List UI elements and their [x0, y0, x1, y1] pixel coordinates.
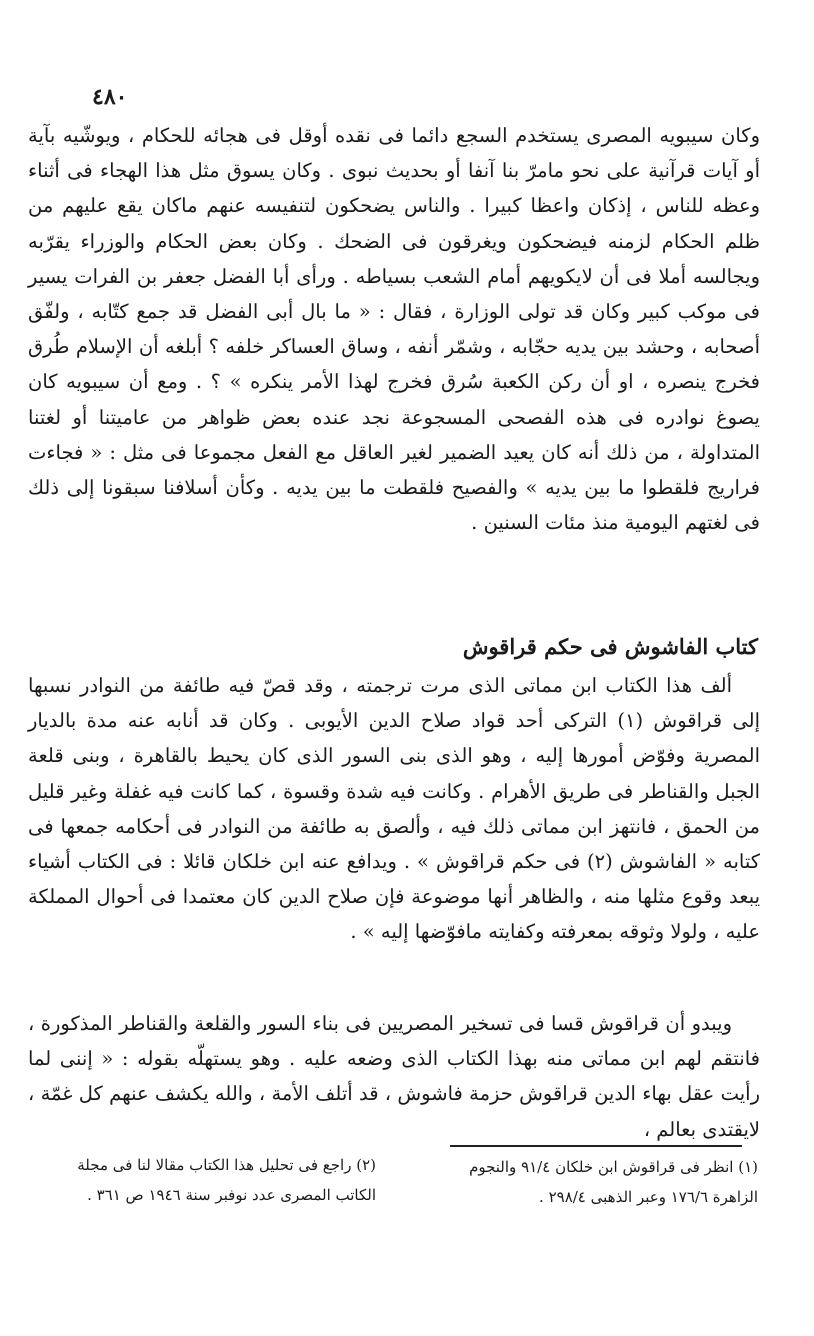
paragraph-sibawayh: وكان سيبويه المصرى يستخدم السجع دائما فى نقده أوقل فى هجائه للحكام ، ويوشّيه بآية أو آيات قرآنية على نحو مامرّ بنا آنفا أو بحديث نبوى . وكان يسوق مثل هذا الهجاء فى أثناء وعظه للناس ، إذكان واعظا كبيرا . والناس يضحكون لتنفيسه عنهم ماكان يقع عليهم من ظلم الحكام لزمنه فيضحكون ويغرقون فى الضحك . وكان بعض الحكام والوزراء يقرّبه ويجالسه أملا فى أن لايكويهم أمام الشعب بسياطه . ورأى أبا الفضل جعفر بن الفرات يسير فى موكب كبير وكان قد تولى الوزارة ، فقال : « ما بال أبى الفضل قد جمع كتّابه ، ولفّق أصحابه ، وحشد بين يديه حجّابه ، وشمّر أنفه ، وساق العساكر خلفه ؟ أبلغه أن الإسلام طُرق فخرج ينصره ، او أن ركن الكعبة سُرق فخرج لهذا الأمر ينكره » ؟ . ومع أن سيبويه كان يصوغ نوادره فى هذه الفصحى المسجوعة نجد عنده بعض ظواهر من عاميتنا أو لغتنا المتداولة ، من ذلك أنه كان يعيد الضمير لغير العاقل مع الفعل مجموعا فى مثل : « فجاءت فراريج فلقطوا ما بين يديه » والفصيح فلقطت ما بين يديه . وكأن أسلافنا سبقونا إلى ذلك فى لغتهم اليومية منذ مئات السنين .: [28, 124, 760, 535]
paragraph-qaraqush: ويبدو أن قراقوش قسا فى تسخير المصريين فى بناء السور والقلعة والقناطر المذكورة ، فانتقم لهم ابن مماتى منه بهذا الكتاب الذى وضعه عليه . وهو يستهلّه بقوله : « إننى لما رأيت عقل بهاء الدين قراقوش حزمة فاشوش ، قد أتلف الأمة ، والله يكشف عنهم كل غمّة ، لايقتدى بعالم ،: [28, 1012, 760, 1141]
section-heading: كتاب الفاشوش فى حكم قراقوش: [462, 634, 758, 659]
page-number: ٤٨٠: [92, 84, 128, 110]
paragraph-book-intro: ألف هذا الكتاب ابن مماتى الذى مرت ترجمته ، وقد قصّ فيه طائفة من النوادر نسبها إلى قراقوش (١) التركى أحد قواد صلاح الدين الأيوبى . وكان قد أنابه عنه مدة بالديار المصرية وفوّض أمورها إليه ، وهو الذى بنى السور الذى كان يحيط بالقاهرة ، وبنى قلعة الجبل والقناطر فى طريق الأهرام . وكانت فيه شدة وقسوة ، كما كانت فيه غفلة وغير قليل من الحمق ، فانتهز ابن مماتى ذلك فيه ، وألصق به طائفة من النوادر فى أحكامه جمعها فى كتابه « الفاشوش (٢) فى حكم قراقوش » . ويدافع عنه ابن خلكان قائلا : فى الكتاب أشياء يبعد وقوع مثلها منه ، والظاهر أنها موضوعة فإن صلاح الدين كان معتمدا فى أحوال المملكة عليه ، ولولا وثوقه بمعرفته وكفايته مافوّضها إليه » .: [28, 674, 760, 944]
footnote-divider: [450, 1145, 742, 1147]
footnote-1: (١) انظر فى قراقوش ابن خلكان ٩١/٤ والنجوم الزاهرة ١٧٦/٦ وعبر الذهبى ٢٩٨/٤ .: [469, 1158, 758, 1206]
footnote-2: (٢) راجع فى تحليل هذا الكتاب مقالا لنا فى مجلة الكاتب المصرى عدد نوفبر سنة ١٩٤٦ ص ٣٦١ .: [77, 1156, 376, 1204]
